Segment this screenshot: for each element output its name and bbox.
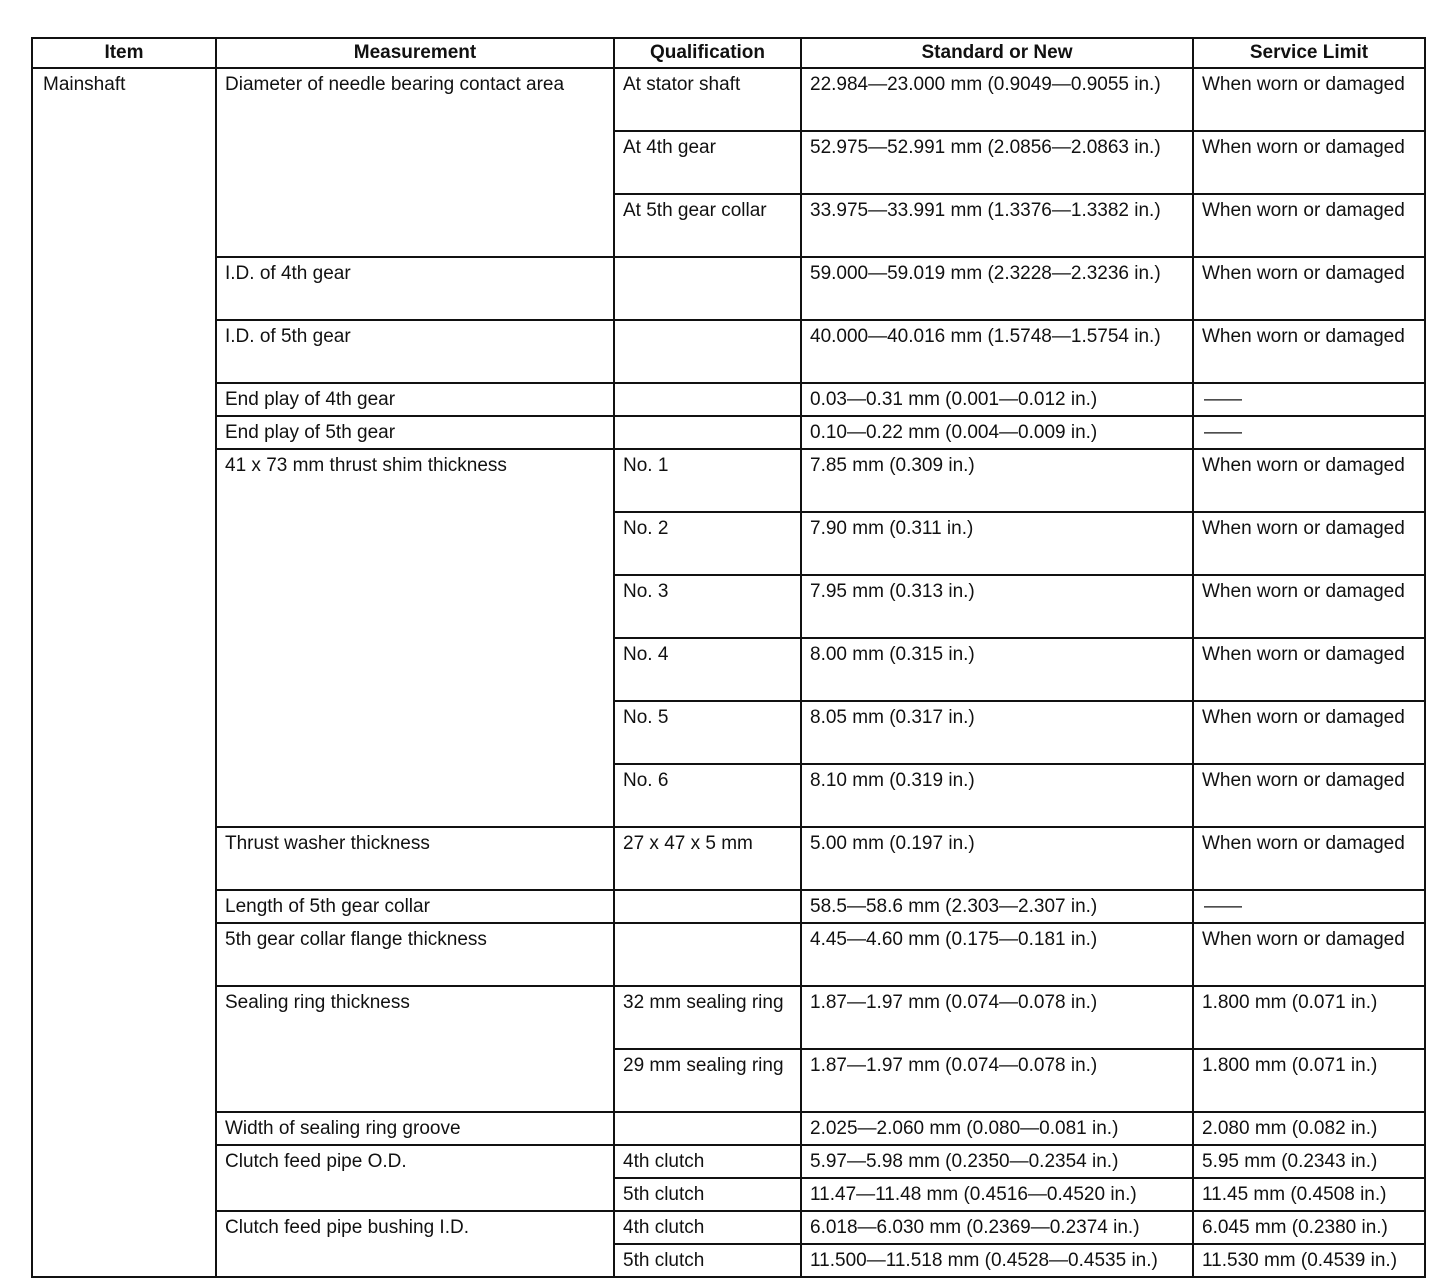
table-row — [32, 449, 1425, 512]
table-row — [32, 890, 1425, 923]
standard-cell: 2.025—2.060 mm (0.080—0.081 in.) — [801, 1112, 1193, 1145]
measurement-cell: Clutch feed pipe bushing I.D. — [216, 1211, 614, 1277]
standard-column-header: Standard or New — [801, 38, 1193, 68]
standard-cell: 1.87—1.97 mm (0.074—0.078 in.) — [801, 986, 1193, 1049]
service-limit-cell: 2.080 mm (0.082 in.) — [1193, 1112, 1425, 1145]
qualification-cell — [614, 383, 801, 416]
service-limit-cell: 1.800 mm (0.071 in.) — [1193, 1049, 1425, 1112]
standard-cell: 59.000—59.019 mm (2.3228—2.3236 in.) — [801, 257, 1193, 320]
qualification-cell: At 5th gear collar — [614, 194, 801, 257]
standard-cell: 5.00 mm (0.197 in.) — [801, 827, 1193, 890]
qualification-cell — [614, 923, 801, 986]
service-limit-cell: 5.95 mm (0.2343 in.) — [1193, 1145, 1425, 1178]
table-row — [32, 416, 1425, 449]
standard-cell: 5.97—5.98 mm (0.2350—0.2354 in.) — [801, 1145, 1193, 1178]
service-limit-column-header: Service Limit — [1193, 38, 1425, 68]
service-limit-cell: When worn or damaged — [1193, 923, 1425, 986]
measurement-cell: Clutch feed pipe O.D. — [216, 1145, 614, 1211]
table-row — [32, 320, 1425, 383]
service-limit-cell: When worn or damaged — [1193, 320, 1425, 383]
table-row — [32, 986, 1425, 1049]
standard-cell: 8.10 mm (0.319 in.) — [801, 764, 1193, 827]
standard-cell: 7.95 mm (0.313 in.) — [801, 575, 1193, 638]
table-row — [32, 1211, 1425, 1244]
table-row — [32, 383, 1425, 416]
measurement-cell: I.D. of 4th gear — [216, 257, 614, 320]
qualification-cell: No. 4 — [614, 638, 801, 701]
header-row — [32, 38, 1425, 68]
measurement-cell: Diameter of needle bearing contact area — [216, 68, 614, 257]
measurement-cell: Length of 5th gear collar — [216, 890, 614, 923]
qualification-cell: No. 3 — [614, 575, 801, 638]
service-limit-cell: When worn or damaged — [1193, 638, 1425, 701]
service-limit-cell: 11.45 mm (0.4508 in.) — [1193, 1178, 1425, 1211]
table-row — [32, 257, 1425, 320]
qualification-cell: No. 6 — [614, 764, 801, 827]
standard-cell: 1.87—1.97 mm (0.074—0.078 in.) — [801, 1049, 1193, 1112]
service-limit-cell: When worn or damaged — [1193, 68, 1425, 131]
qualification-cell — [614, 257, 801, 320]
qualification-column-header: Qualification — [614, 38, 801, 68]
service-limit-cell: —— — [1193, 383, 1425, 416]
table-row — [32, 1145, 1425, 1178]
measurement-cell: End play of 4th gear — [216, 383, 614, 416]
service-limit-cell: When worn or damaged — [1193, 131, 1425, 194]
service-limit-cell: 11.530 mm (0.4539 in.) — [1193, 1244, 1425, 1277]
service-limit-cell: —— — [1193, 416, 1425, 449]
service-limit-cell: When worn or damaged — [1193, 512, 1425, 575]
table-row — [32, 68, 1425, 131]
standard-cell: 40.000—40.016 mm (1.5748—1.5754 in.) — [801, 320, 1193, 383]
service-limit-cell: —— — [1193, 890, 1425, 923]
measurement-cell: Width of sealing ring groove — [216, 1112, 614, 1145]
measurement-cell: 5th gear collar flange thickness — [216, 923, 614, 986]
item-column-header: Item — [32, 38, 216, 68]
standard-cell: 0.10—0.22 mm (0.004—0.009 in.) — [801, 416, 1193, 449]
measurement-cell: 41 x 73 mm thrust shim thickness — [216, 449, 614, 827]
standard-cell: 7.90 mm (0.311 in.) — [801, 512, 1193, 575]
standard-cell: 0.03—0.31 mm (0.001—0.012 in.) — [801, 383, 1193, 416]
qualification-cell: No. 1 — [614, 449, 801, 512]
qualification-cell: At 4th gear — [614, 131, 801, 194]
standard-cell: 11.500—11.518 mm (0.4528—0.4535 in.) — [801, 1244, 1193, 1277]
qualification-cell: 4th clutch — [614, 1145, 801, 1178]
measurement-cell: End play of 5th gear — [216, 416, 614, 449]
qualification-cell: No. 2 — [614, 512, 801, 575]
qualification-cell: No. 5 — [614, 701, 801, 764]
qualification-cell: 29 mm sealing ring — [614, 1049, 801, 1112]
service-limit-cell: When worn or damaged — [1193, 764, 1425, 827]
qualification-cell — [614, 416, 801, 449]
item-cell: Mainshaft — [32, 68, 216, 1277]
qualification-cell — [614, 320, 801, 383]
standard-cell: 8.00 mm (0.315 in.) — [801, 638, 1193, 701]
standard-cell: 11.47—11.48 mm (0.4516—0.4520 in.) — [801, 1178, 1193, 1211]
service-limit-cell: When worn or damaged — [1193, 257, 1425, 320]
measurement-cell: Thrust washer thickness — [216, 827, 614, 890]
standard-cell: 8.05 mm (0.317 in.) — [801, 701, 1193, 764]
service-limit-cell: When worn or damaged — [1193, 575, 1425, 638]
qualification-cell — [614, 1112, 801, 1145]
qualification-cell: 32 mm sealing ring — [614, 986, 801, 1049]
standard-cell: 52.975—52.991 mm (2.0856—2.0863 in.) — [801, 131, 1193, 194]
service-limit-cell: 6.045 mm (0.2380 in.) — [1193, 1211, 1425, 1244]
specifications-table — [31, 37, 1426, 1278]
table-row — [32, 827, 1425, 890]
standard-cell: 6.018—6.030 mm (0.2369—0.2374 in.) — [801, 1211, 1193, 1244]
service-limit-cell: When worn or damaged — [1193, 701, 1425, 764]
standard-cell: 58.5—58.6 mm (2.303—2.307 in.) — [801, 890, 1193, 923]
standard-cell: 22.984—23.000 mm (0.9049—0.9055 in.) — [801, 68, 1193, 131]
service-limit-cell: When worn or damaged — [1193, 449, 1425, 512]
service-limit-cell: When worn or damaged — [1193, 827, 1425, 890]
standard-cell: 33.975—33.991 mm (1.3376—1.3382 in.) — [801, 194, 1193, 257]
measurement-cell: I.D. of 5th gear — [216, 320, 614, 383]
measurement-column-header: Measurement — [216, 38, 614, 68]
service-limit-cell: When worn or damaged — [1193, 194, 1425, 257]
qualification-cell: 5th clutch — [614, 1244, 801, 1277]
qualification-cell: 4th clutch — [614, 1211, 801, 1244]
table-row — [32, 1112, 1425, 1145]
qualification-cell: 27 x 47 x 5 mm — [614, 827, 801, 890]
qualification-cell: 5th clutch — [614, 1178, 801, 1211]
qualification-cell — [614, 890, 801, 923]
service-limit-cell: 1.800 mm (0.071 in.) — [1193, 986, 1425, 1049]
standard-cell: 4.45—4.60 mm (0.175—0.181 in.) — [801, 923, 1193, 986]
qualification-cell: At stator shaft — [614, 68, 801, 131]
table-row — [32, 923, 1425, 986]
standard-cell: 7.85 mm (0.309 in.) — [801, 449, 1193, 512]
measurement-cell: Sealing ring thickness — [216, 986, 614, 1112]
